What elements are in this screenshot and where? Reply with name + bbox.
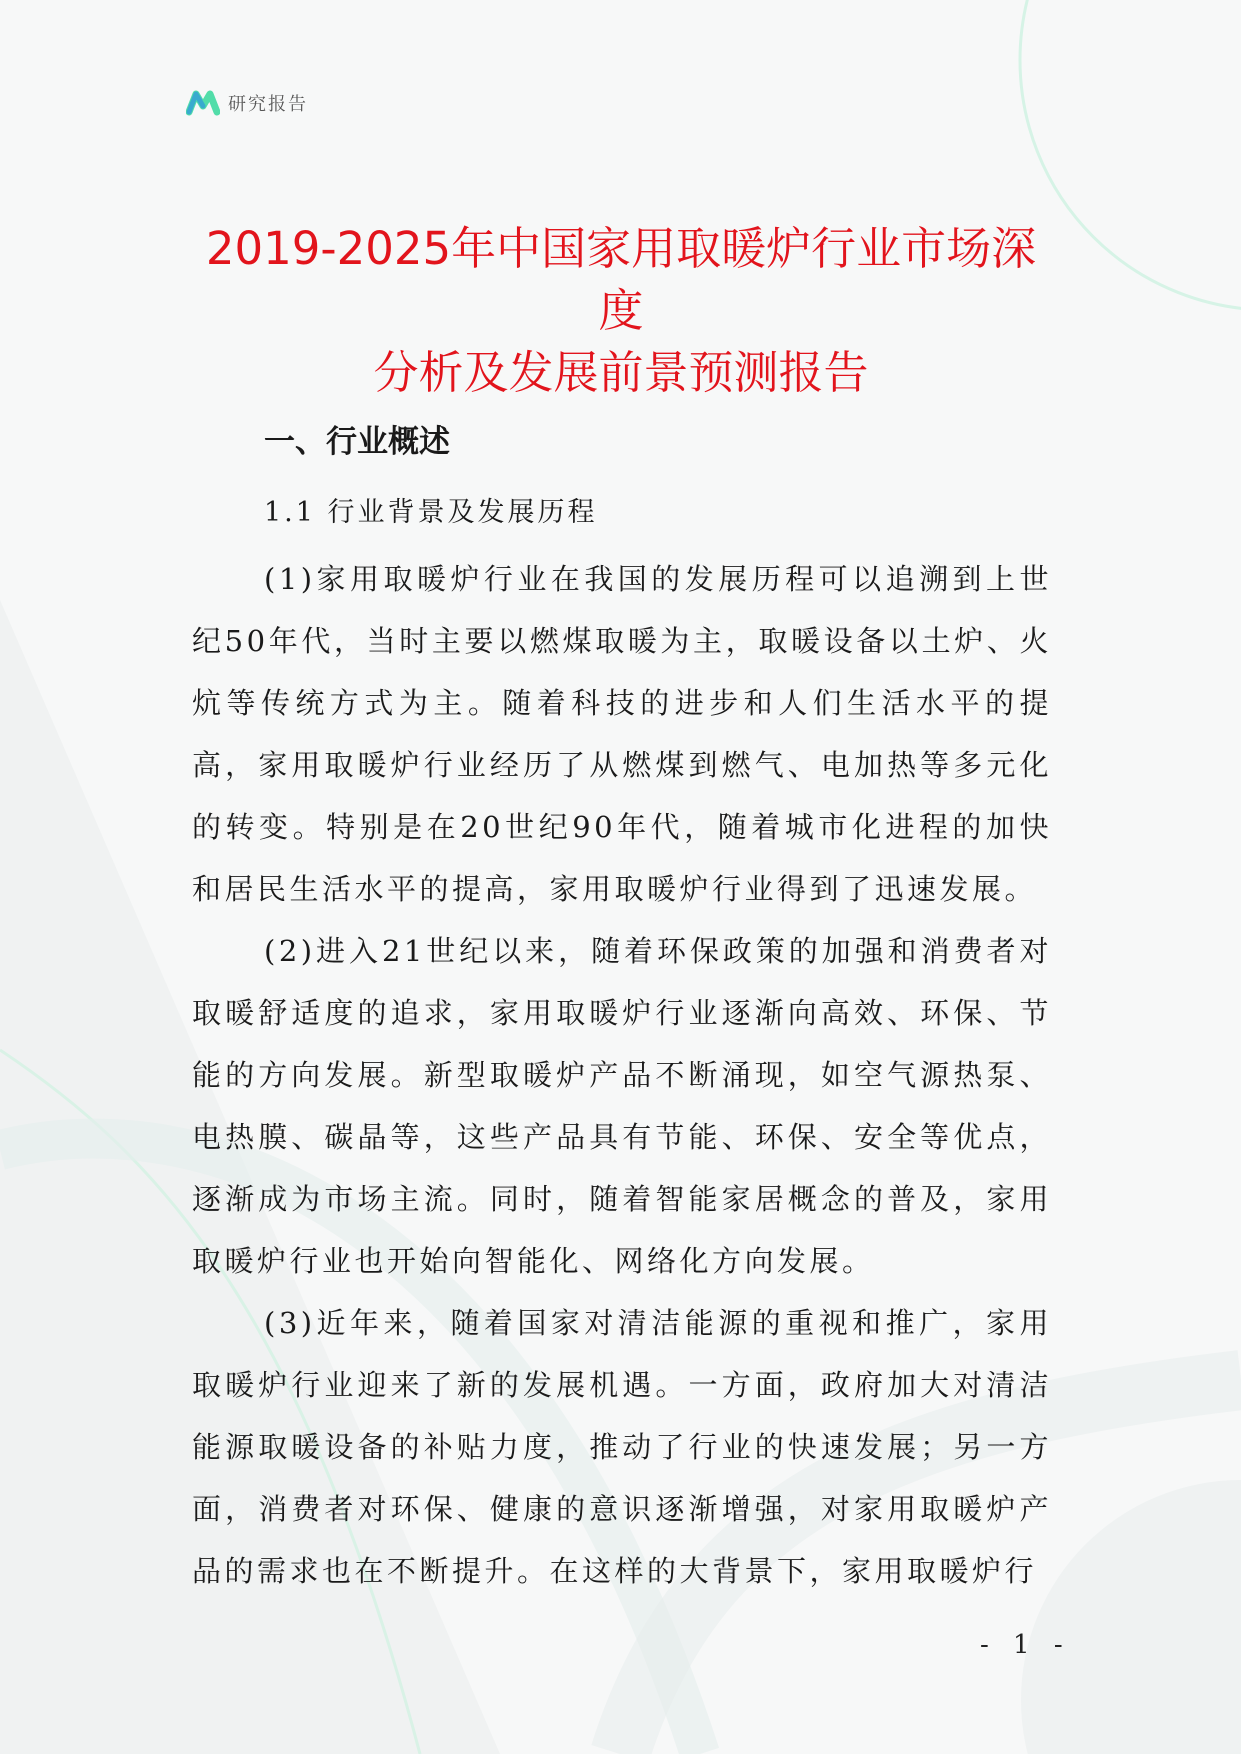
- subsection-heading: 1.1 行业背景及发展历程: [264, 497, 598, 528]
- section-heading: 一、行业概述: [264, 424, 450, 460]
- page-number: - 1 -: [980, 1630, 1071, 1660]
- report-header: [186, 88, 308, 118]
- paragraph-3: (3)近年来，随着国家对清洁能源的重视和推广，家用取暖炉行业迎来了新的发展机遇。一方面，政府加大对清洁能源取暖设备的补贴力度，推动了行业的快速发展；另一方面，消费者对环保、健康的意识逐渐增强，对家用取暖炉产品的需求也在不断提升。在这样的大背景下，家用取暖炉行: [192, 1306, 1052, 1588]
- report-title: [186, 218, 1056, 404]
- title-line-1: 2019-2025年中国家用取暖炉行业市场深度: [205, 222, 1037, 337]
- header-label: 研究报告: [228, 94, 308, 115]
- research-logo-icon: [186, 88, 220, 118]
- paragraph-2: (2)进入21世纪以来，随着环保政策的加强和消费者对取暖舒适度的追求，家用取暖炉行业逐渐向高效、环保、节能的方向发展。新型取暖炉产品不断涌现，如空气源热泵、电热膜、碳晶等，这些产品具有节能、环保、安全等优点，逐渐成为市场主流。同时，随着智能家居概念的普及，家用取暖炉行业也开始向智能化、网络化方向发展。: [192, 934, 1052, 1278]
- title-line-2: 分析及发展前景预测报告: [373, 346, 869, 399]
- paragraph-1: (1)家用取暖炉行业在我国的发展历程可以追溯到上世纪50年代，当时主要以燃煤取暖为主，取暖设备以土炉、火炕等传统方式为主。随着科技的进步和人们生活水平的提高，家用取暖炉行业经历了从燃煤到燃气、电加热等多元化的转变。特别是在20世纪90年代，随着城市化进程的加快和居民生活水平的提高，家用取暖炉行业得到了迅速发展。: [192, 562, 1052, 906]
- document-body: [192, 418, 1052, 1602]
